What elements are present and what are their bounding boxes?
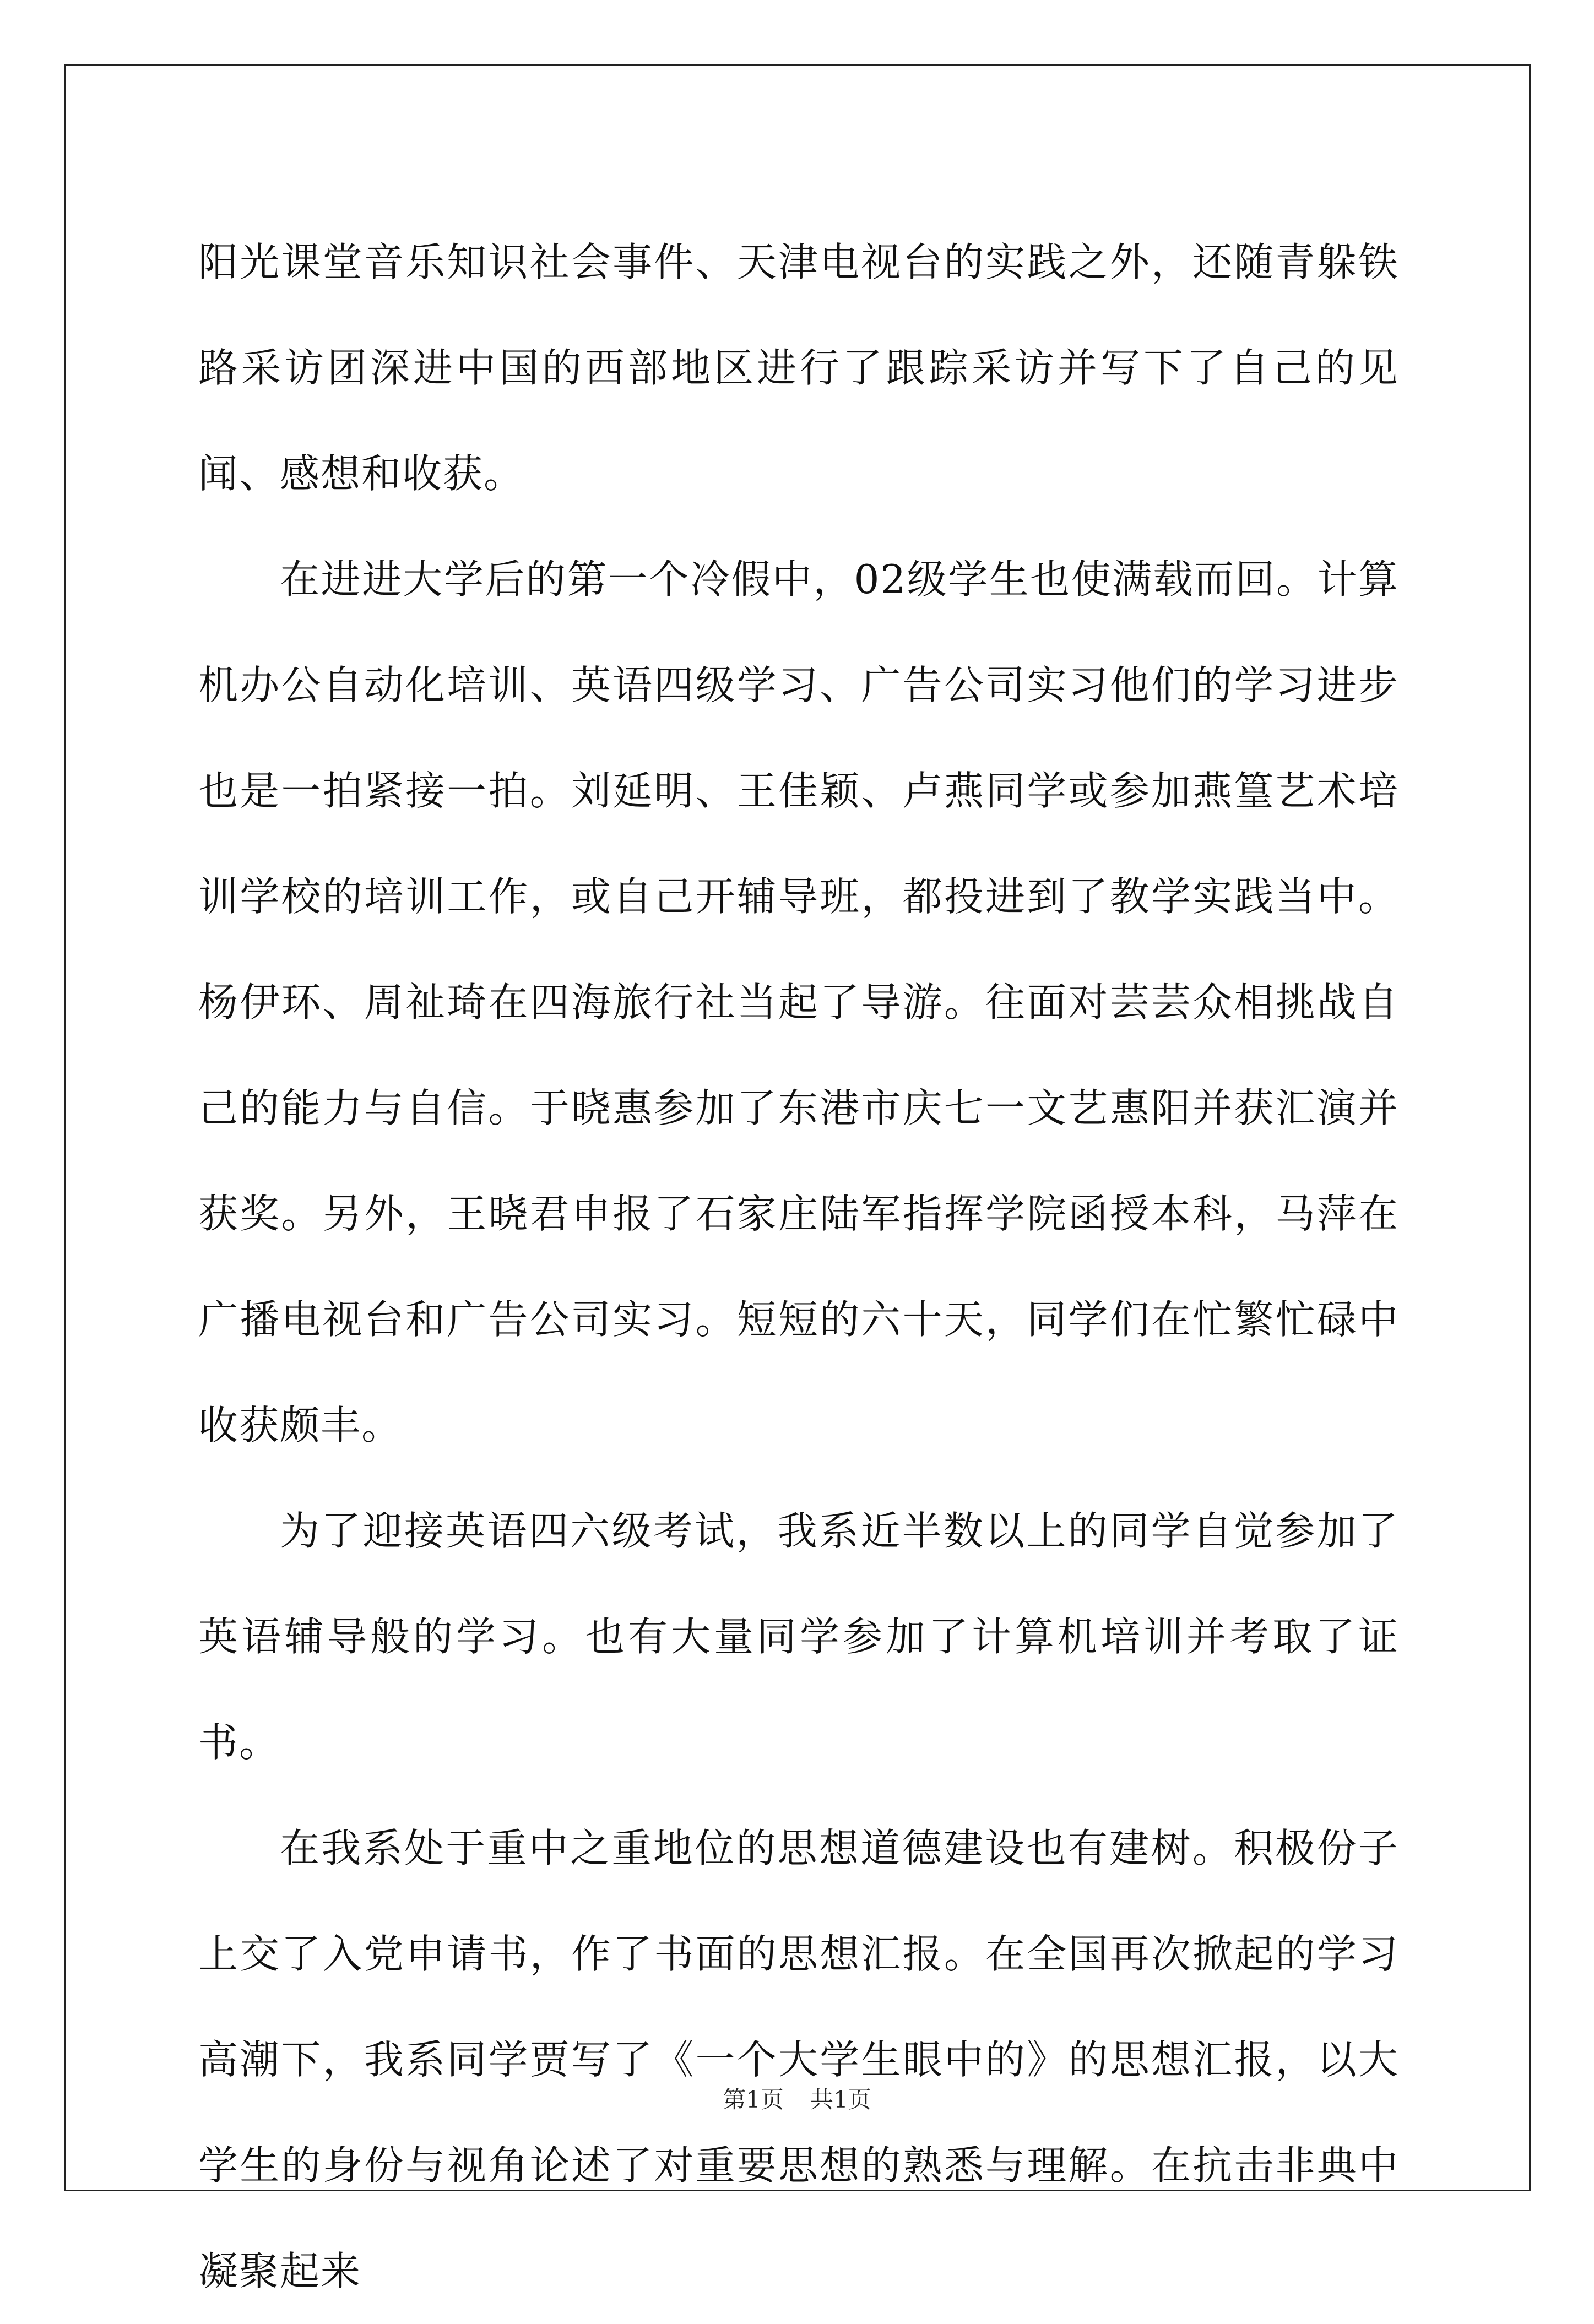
paragraph-4: 在我系处于重中之重地位的思想道德建设也有建树。积极份子上交了入党申请书，作了书面的思想汇报。在全国再次掀起的学习高潮下，我系同学贾写了《一个大学生眼中的》的思想汇报，以大学生的身份与视角论述了对重要思想的熟悉与理解。在抗击非典中凝聚起来: [198, 1825, 1399, 2294]
page-footer: [0, 2082, 1594, 2115]
paragraph-3: 为了迎接英语四六级考试，我系近半数以上的同学自觉参加了英语辅导般的学习。也有大量同学参加了计算机培训并考取了证书。: [198, 1508, 1399, 1766]
paragraph-2: 在进进大学后的第一个冷假中，02级学生也使满载而回。计算机办公自动化培训、英语四级学习、广告公司实习他们的学习进步也是一拍紧接一拍。刘延明、王佳颖、卢燕同学或参加燕篁艺术培训学校的培训工作，或自己开辅导班，都投进到了教学实践当中。杨伊环、周祉琦在四海旅行社当起了导游。往面对芸芸众相挑战自己的能力与自信。于晓惠参加了东港市庆七一文艺惠阳并获汇演并获奖。另外，王晓君申报了石家庄陆军指挥学院函授本科，马萍在广播电视台和广告公司实习。短短的六十天，同学们在忙繁忙碌中收获颇丰。: [198, 556, 1399, 1448]
document-body: [198, 209, 1399, 2324]
page-number-total: 共1页: [810, 2086, 871, 2113]
paragraph-1: 阳光课堂音乐知识社会事件、天津电视台的实践之外，还随青躲铁路采访团深进中国的西部地区进行了跟踪采访并写下了自己的见闻、感想和收获。: [198, 239, 1399, 497]
page-number-current: 第1页: [723, 2086, 784, 2113]
